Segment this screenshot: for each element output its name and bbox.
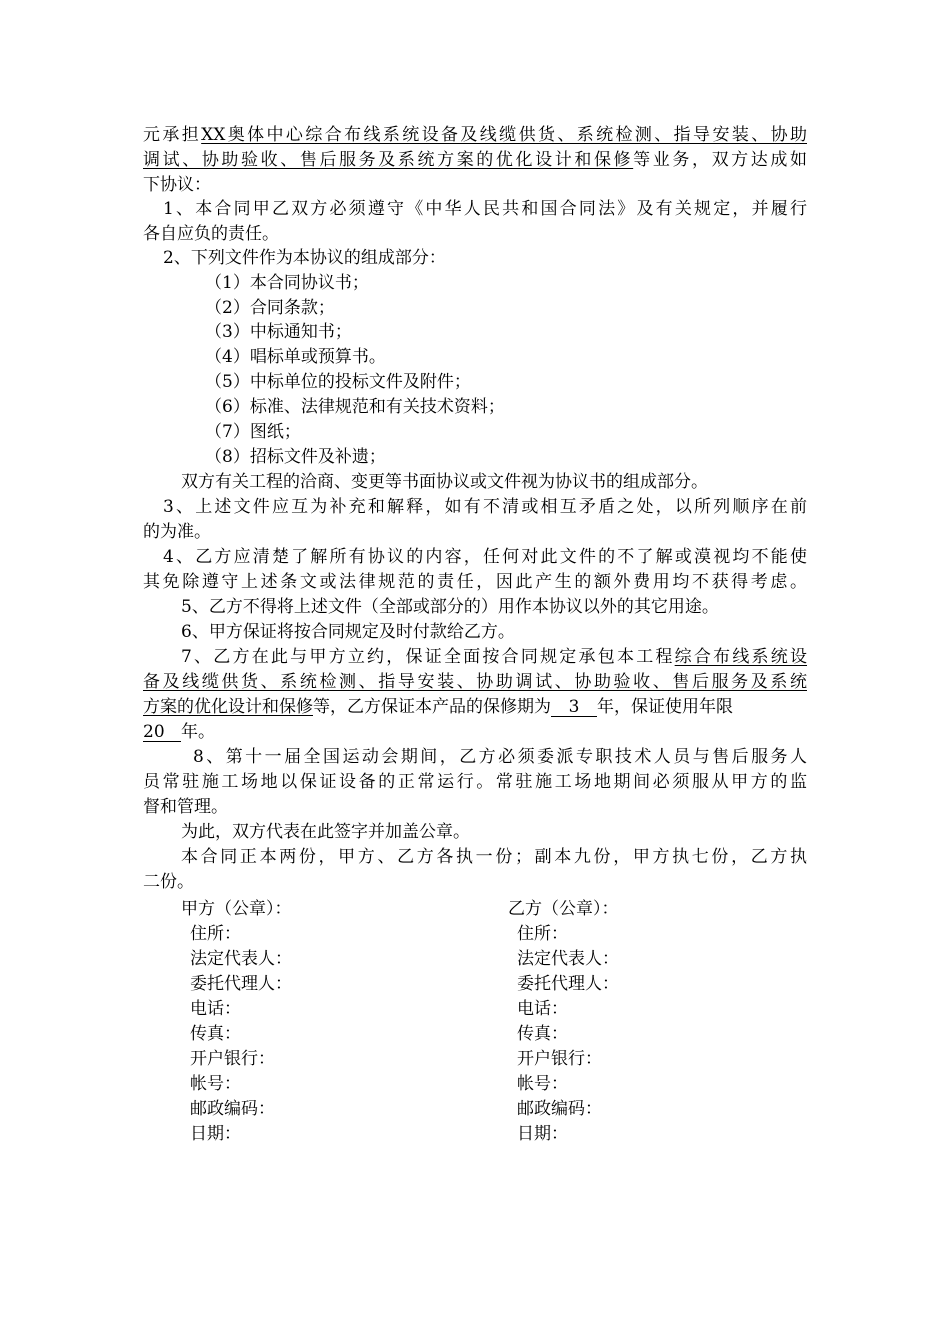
party-b-field: 传真： xyxy=(517,1024,568,1044)
closing-statement: 为此，双方代表在此签字并加盖公章。 xyxy=(181,822,470,842)
clause-1-line-1: 1、本合同甲乙双方必须遵守《中华人民共和国合同法》及有关规定，并履行 xyxy=(163,199,807,219)
clause-7-line-3: 方案的优化设计和保修等，乙方保证本产品的保修期为 3 年，保证使用年限 xyxy=(143,697,733,717)
clause-8-line-3: 督和管理。 xyxy=(143,797,228,817)
clause-5: 5、乙方不得将上述文件（全部或部分的）用作本协议以外的其它用途。 xyxy=(181,597,719,617)
copies-line-2: 二份。 xyxy=(143,872,194,892)
party-b-title: 乙方（公章）： xyxy=(508,899,619,919)
party-a-field: 电话： xyxy=(190,999,241,1019)
party-b-field: 委托代理人： xyxy=(517,974,619,994)
clause-2-item: （3）中标通知书； xyxy=(205,322,352,342)
party-b-field: 开户银行： xyxy=(517,1049,602,1069)
party-b-field: 邮政编码： xyxy=(517,1099,602,1119)
service-years-blank: 20 xyxy=(143,722,181,742)
clause-2-item: （2）合同条款； xyxy=(205,298,335,318)
party-a-field: 传真： xyxy=(190,1024,241,1044)
party-b-field: 帐号： xyxy=(517,1074,568,1094)
clause-8-line-1: 8、第十一届全国运动会期间，乙方必须委派专职技术人员与售后服务人 xyxy=(193,747,807,767)
party-a-field: 法定代表人： xyxy=(190,949,292,969)
clause-2-item: （4）唱标单或预算书。 xyxy=(205,347,386,367)
clause-2-item: （7）图纸； xyxy=(205,422,301,442)
project-scope-underlined: XX奥体中心综合布线系统设备及线缆供货、系统检测、指导安装、协助 xyxy=(201,125,807,145)
warranty-years-blank: 3 xyxy=(551,697,597,717)
party-b-field: 住所： xyxy=(517,924,568,944)
clause-7-line-2 xyxy=(143,670,807,695)
copies-line-1: 本合同正本两份，甲方、乙方各执一份；副本九份，甲方执七份，乙方执 xyxy=(181,847,807,867)
intro-line-3: 下协议： xyxy=(143,175,211,195)
clause-8-line-2: 员常驻施工场地以保证设备的正常运行。常驻施工场地期间必须服从甲方的监 xyxy=(143,772,807,792)
party-a-field: 住所： xyxy=(190,924,241,944)
clause-3-line-2: 的为准。 xyxy=(143,522,211,542)
clause-2-heading: 2、下列文件作为本协议的组成部分： xyxy=(163,248,446,268)
clause-2-item: （1）本合同协议书； xyxy=(205,273,369,293)
party-a-title: 甲方（公章）： xyxy=(181,899,292,919)
party-a-field: 日期： xyxy=(190,1124,241,1144)
intro-line-1: 元承担XX奥体中心综合布线系统设备及线缆供货、系统检测、指导安装、协助 xyxy=(143,125,807,145)
clause-3-line-1: 3、上述文件应互为补充和解释，如有不清或相互矛盾之处，以所列顺序在前 xyxy=(163,497,807,517)
clause-2-item: （8）招标文件及补遗； xyxy=(205,447,386,467)
clause-2-item: （5）中标单位的投标文件及附件； xyxy=(205,372,471,392)
clause-1-line-2: 各自应负的责任。 xyxy=(143,224,279,244)
clause-6: 6、甲方保证将按合同规定及时付款给乙方。 xyxy=(181,622,515,642)
clause-4-line-1: 4、乙方应清楚了解所有协议的内容，任何对此文件的不了解或漠视均不能使 xyxy=(163,547,807,567)
party-a-field: 开户银行： xyxy=(190,1049,275,1069)
party-b-field: 法定代表人： xyxy=(517,949,619,969)
clause-7-scope-underlined: 综合布线系统设 xyxy=(674,647,808,667)
intro-line-2: 调试、协助验收、售后服务及系统方案的优化设计和保修等业务，双方达成如 xyxy=(143,150,808,170)
party-a-field: 委托代理人： xyxy=(190,974,292,994)
clause-7-scope-underlined: 备及线缆供货、系统检测、指导安装、协助调试、协助验收、售后服务及系统 xyxy=(143,672,807,692)
party-a-field: 帐号： xyxy=(190,1074,241,1094)
clause-4-line-2: 其免除遵守上述条文或法律规范的责任，因此产生的额外费用均不获得考虑。 xyxy=(143,572,807,592)
project-scope-underlined: 调试、协助验收、售后服务及系统方案的优化设计和保修 xyxy=(143,150,634,170)
clause-2-item: （6）标准、法律规范和有关技术资料； xyxy=(205,397,505,417)
party-b-field: 电话： xyxy=(517,999,568,1019)
party-b-field: 日期： xyxy=(517,1124,568,1144)
party-a-field: 邮政编码： xyxy=(190,1099,275,1119)
clause-2-note: 双方有关工程的洽商、变更等书面协议或文件视为协议书的组成部分。 xyxy=(181,472,708,492)
clause-7-scope-underlined: 方案的优化设计和保修 xyxy=(143,697,313,717)
clause-7-line-1: 7、乙方在此与甲方立约，保证全面按合同规定承包本工程综合布线系统设 xyxy=(181,647,808,667)
clause-7-line-4: 20 年。 xyxy=(143,722,215,742)
